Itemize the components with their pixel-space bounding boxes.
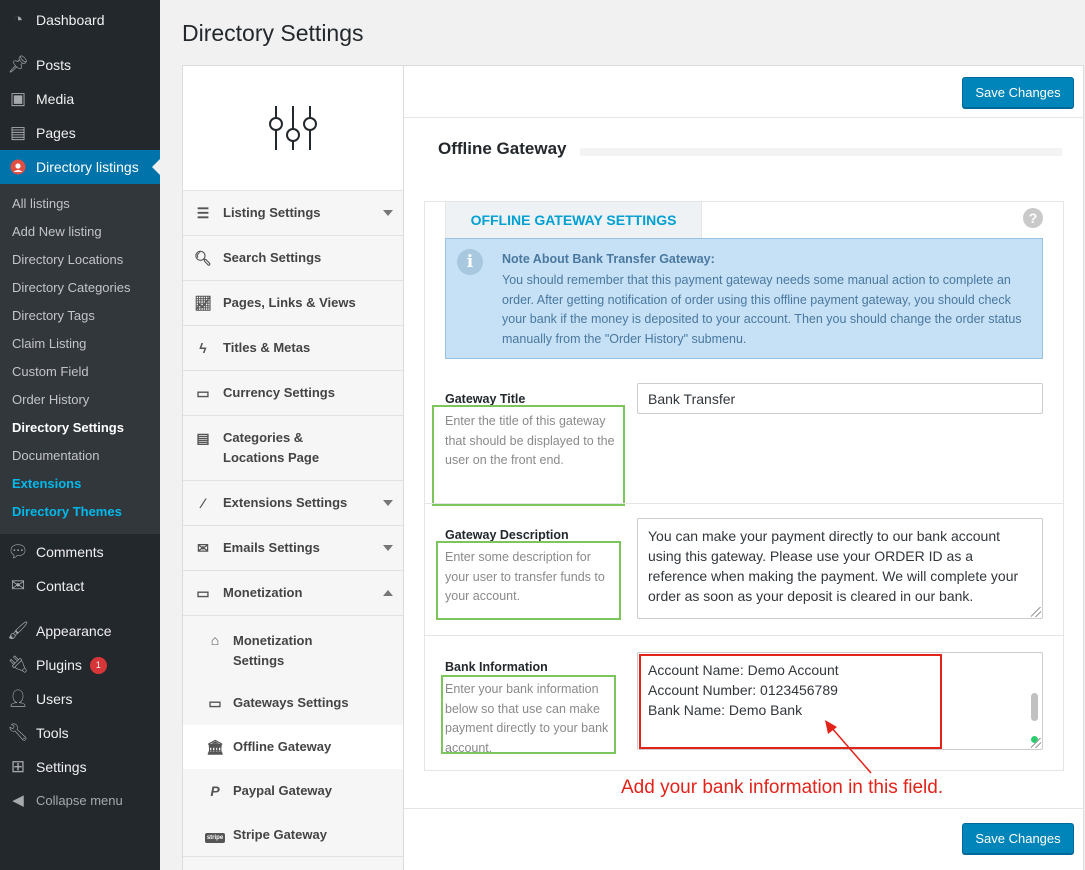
submenu-directory-locations[interactable]: Directory Locations: [12, 252, 124, 267]
notice-body: You should remember that this payment gateway needs some manual action to complete an order. After getting notification of order using this offline payment gateway, you should check your bank if the money is deposited to your account. Then you should change the order status manually from the "Order History" submenu.: [502, 273, 1022, 346]
menu-tools[interactable]: 🔧︎ Tools: [0, 716, 160, 750]
collapse-menu-button[interactable]: ◀ Collapse menu: [0, 783, 160, 817]
menu-directory-listings[interactable]: Directory listings: [0, 150, 160, 184]
money-icon: ▭: [196, 584, 210, 601]
dashboard-icon: ◔: [12, 10, 24, 29]
nav-categories-locations-page[interactable]: ▤ Categories & Locations Page: [183, 416, 403, 481]
settings-panel: [182, 65, 1084, 870]
nav-gateways-settings[interactable]: ▭ Gateways Settings: [183, 681, 403, 725]
comments-icon: 💬︎: [7, 542, 29, 561]
nav-extensions-settings[interactable]: ⁄ Extensions Settings: [183, 481, 403, 526]
notice-title: Note About Bank Transfer Gateway:: [502, 252, 715, 266]
save-changes-button-bottom[interactable]: Save Changes: [962, 823, 1074, 854]
submenu-directory-tags[interactable]: Directory Tags: [12, 308, 95, 323]
submenu-add-new-listing[interactable]: Add New listing: [12, 224, 102, 239]
submenu-order-history[interactable]: Order History: [12, 392, 90, 407]
gateway-description-textarea[interactable]: [637, 518, 1043, 619]
chevron-up-icon: [383, 590, 393, 596]
nav-emails-settings[interactable]: ✉ Emails Settings: [183, 526, 403, 571]
chevron-down-icon: [383, 500, 393, 506]
home-icon: ⌂: [210, 632, 220, 648]
submenu-directory-settings[interactable]: Directory Settings: [12, 420, 124, 435]
directory-submenu: [0, 184, 160, 534]
collapse-icon: ◀: [12, 792, 24, 809]
nav-currency-settings[interactable]: ▭ Currency Settings: [183, 371, 403, 416]
resize-handle-icon[interactable]: [1031, 607, 1041, 617]
menu-contact[interactable]: ✉ Contact: [0, 569, 160, 603]
nav-search-settings[interactable]: 🔍︎ Search Settings: [183, 236, 403, 281]
gateway-title-input[interactable]: Bank Transfer: [637, 383, 1043, 414]
menu-media[interactable]: ▣ Media: [0, 82, 160, 116]
menu-pages[interactable]: ▤ Pages: [0, 116, 160, 150]
menu-settings[interactable]: ⊞ Settings: [0, 750, 160, 784]
menu-plugins[interactable]: 🔌︎ Plugins 1: [0, 648, 160, 682]
gateway-description-highlight: [436, 541, 621, 620]
submenu-custom-field[interactable]: Custom Field: [12, 364, 89, 379]
submenu-directory-categories[interactable]: Directory Categories: [12, 280, 131, 295]
settings-nav: [183, 66, 404, 870]
submenu-all-listings[interactable]: All listings: [12, 196, 70, 211]
pages-icon: ▤: [9, 123, 27, 142]
bank-transfer-notice: [445, 238, 1043, 359]
bolt-icon: ϟ: [199, 340, 207, 356]
resize-handle-icon[interactable]: [1031, 738, 1041, 748]
nav-monetization[interactable]: ▭ Monetization: [183, 571, 403, 616]
menu-comments[interactable]: 💬︎ Comments: [0, 535, 160, 569]
menu-dashboard[interactable]: ◔ Dashboard: [0, 3, 160, 37]
plugin-update-badge: 1: [90, 657, 107, 674]
top-action-bar: [404, 66, 1084, 118]
stripe-icon: stripe: [206, 835, 224, 841]
directory-icon: [0, 159, 36, 175]
row-divider: [425, 635, 1063, 636]
mail-icon: ✉: [10, 576, 26, 595]
bank-information-label: Bank Information: [445, 660, 548, 674]
nav-pages-links-views[interactable]: 📈︎ Pages, Links & Views: [183, 281, 403, 326]
section-title-divider: [580, 148, 1062, 156]
wrench-icon: 🔧︎: [7, 723, 29, 742]
gateway-title-highlight: [432, 405, 625, 506]
submenu-documentation[interactable]: Documentation: [12, 448, 100, 463]
pin-icon: 📌︎: [7, 55, 29, 74]
annotation-arrow: [815, 717, 885, 777]
section-title: Offline Gateway: [438, 139, 567, 158]
chevron-down-icon: [383, 210, 393, 216]
tab-offline-gateway-settings[interactable]: OFFLINE GATEWAY SETTINGS: [445, 201, 702, 238]
paypal-icon: P: [210, 783, 220, 799]
gateway-title-label: Gateway Title: [445, 392, 526, 406]
nav-paypal-gateway[interactable]: P Paypal Gateway: [183, 769, 403, 813]
submenu-extensions[interactable]: Extensions: [12, 476, 82, 491]
sliders-icon: [267, 102, 319, 154]
gateway-description-value: You can make your payment directly to our bank account using this gateway. Please use your ORDER ID as a reference when making the payment. We will complete your order as soon as your deposit is cleared in our bank.: [648, 528, 1019, 604]
chevron-down-icon: [383, 545, 393, 551]
bank-info-line: Account Number: 0123456789: [648, 682, 838, 698]
bank-information-description: Enter your bank information below so that use can make payment directly to your bank account.: [445, 682, 609, 755]
settings-icon: ⊞: [10, 757, 26, 776]
envelope-icon: ✉: [197, 539, 209, 556]
offline-gateway-settings-box: [424, 201, 1064, 798]
plugin-icon: 🔌︎: [7, 655, 29, 674]
money-icon: ▭: [208, 694, 222, 711]
menu-posts[interactable]: 📌︎ Posts: [0, 48, 160, 82]
bank-info-line: Bank Name: Demo Bank: [648, 702, 803, 718]
user-icon: 👤︎: [7, 689, 29, 708]
menu-users[interactable]: 👤︎ Users: [0, 682, 160, 716]
nav-monetization-settings[interactable]: ⌂ Monetization Settings: [183, 621, 403, 681]
chart-icon: 📈︎: [194, 294, 212, 311]
gateway-description-description: Enter some description for your user to transfer funds to your account.: [445, 550, 605, 603]
nav-stripe-gateway[interactable]: stripe Stripe Gateway: [183, 813, 403, 857]
menu-appearance[interactable]: 🖌︎ Appearance: [0, 614, 160, 648]
brush-icon: 🖌︎: [7, 621, 29, 640]
bank-information-highlight: [441, 675, 616, 754]
bank-information-red-highlight: [639, 654, 942, 749]
media-icon: ▣: [9, 89, 27, 108]
gateway-settings-main: [404, 66, 1084, 870]
nav-listing-settings[interactable]: ☰ Listing Settings: [183, 191, 403, 236]
settings-logo: [183, 66, 403, 191]
submenu-claim-listing[interactable]: Claim Listing: [12, 336, 87, 351]
page-title: Directory Settings: [182, 20, 364, 46]
nav-titles-metas[interactable]: ϟ Titles & Metas: [183, 326, 403, 371]
nav-offline-gateway[interactable]: 🏛︎ Offline Gateway: [183, 725, 403, 769]
textarea-scrollbar[interactable]: [1031, 693, 1038, 721]
list-icon: ☰: [196, 204, 210, 221]
row-divider: [425, 503, 1063, 504]
wand-icon: ⁄: [201, 495, 205, 511]
bank-icon: 🏛︎: [206, 738, 224, 755]
money-icon: ▭: [196, 384, 210, 401]
gateway-title-description: Enter the title of this gateway that should be displayed to the user on the front end.: [445, 414, 615, 467]
bank-info-line: Account Name: Demo Account: [648, 662, 839, 678]
gateway-description-label: Gateway Description: [445, 528, 569, 542]
save-changes-button-top[interactable]: Save Changes: [962, 77, 1074, 108]
info-icon: i: [457, 249, 483, 275]
bottom-divider: [404, 808, 1084, 809]
submenu-directory-themes[interactable]: Directory Themes: [12, 504, 122, 519]
help-icon[interactable]: ?: [1023, 208, 1043, 228]
search-icon: 🔍︎: [194, 249, 212, 266]
annotation-text: Add your bank information in this field.: [621, 777, 944, 798]
card-icon: ▤: [196, 430, 210, 446]
admin-sidebar: [0, 0, 160, 870]
